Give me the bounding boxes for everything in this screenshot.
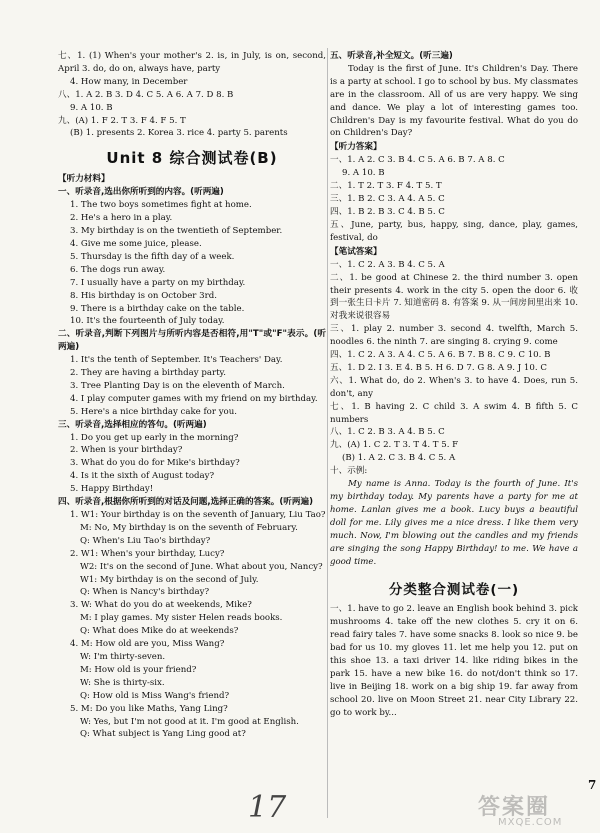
- cloze-passage: Today is the first of June. It's Children's Day. There is a party at school. I go to school by bus. My classmates are in the classroom. All of us are very happy. We sing and dance. We play a lot of interesting games too. Children's Day is my favourite festival. What do you do on Children's Day?: [330, 63, 578, 139]
- answer-line: 三、1. play 2. number 3. second 4. twelfth, March 5. noodles 6. the ninth 7. are singing 8. crying 9. come: [330, 324, 578, 348]
- dialogue-line: M: No, My birthday is on the seventh of February.: [80, 522, 298, 533]
- script-line: 2. He's a hero in a play.: [70, 213, 173, 224]
- script-line: 5. Thursday is the fifth day of a week.: [70, 251, 235, 262]
- dialogue-line: Q: What subject is Yang Ling good at?: [80, 729, 246, 740]
- section-heading: 四、听录音,根据你所听到的对话及问题,选择正确的答案。(听两遍): [58, 497, 314, 508]
- dialogue-line: W: I'm thirty-seven.: [80, 651, 166, 662]
- dialogue-line: Q: When is Nancy's birthday?: [80, 587, 210, 598]
- sample-essay: My name is Anna. Today is the fourth of June. It's my birthday today. My parents have a party for me at home. Lanlan gives me a book. Lucy buys a beautiful doll for me. Lily gives me a nice dress. I like them very much. Now, I'm blowing out the candles and my friends are singing the song Happy Birthday! to me. We have a good time.: [330, 479, 578, 567]
- watermark-logo-text: 答案圈: [478, 795, 551, 820]
- script-line: 3. My birthday is on the twentieth of September.: [70, 226, 283, 237]
- dialogue-line: Q: What does Mike do at weekends?: [80, 626, 239, 637]
- dialogue-line: 3. W: What do you do at weekends, Mike?: [70, 600, 252, 611]
- answer-line: 二、1. T 2. T 3. F 4. T 5. T: [330, 181, 442, 192]
- script-line: 5. Here's a nice birthday cake for you.: [70, 406, 237, 417]
- section-heading: 五、听录音,补全短文。(听三遍): [330, 51, 453, 61]
- section-heading: 二、听录音,判断下列图片与所听内容是否相符,用"T"或"F"表示。(听两遍): [58, 329, 326, 353]
- script-line: 10. It's the fourteenth of July today.: [70, 316, 225, 327]
- answer-line: 七、1. B having 2. C child 3. A swim 4. B fifth 5. C numbers: [330, 401, 578, 425]
- script-line: 1. It's the tenth of September. It's Teachers' Day.: [70, 355, 283, 366]
- watermark-url: MXQE.COM: [498, 817, 563, 828]
- answer-line: 一、1. have to go 2. leave an English book behind 3. pick mushrooms 4. take off the new clothes 5. cry it on 6. read fairy tales 7. have some snacks 8. look so nice 9. be bad for us 10. my gloves 11. let me help you 12. put on this shoe 13. a taxi driver 14. like riding bikes in the park 15. have a new bike 16. do not/don't think so 17. live in Beijing 18. work on a big ship 19. far away from school 20. live on Moon Street 21. near City Library 22. go to work by...: [330, 604, 578, 718]
- dialogue-line: W1: My birthday is on the second of July.: [80, 574, 259, 585]
- answer-line: (B) 1. presents 2. Korea 3. rice 4. party 5. parents: [70, 128, 288, 139]
- script-line: 4. Is it the sixth of August today?: [70, 471, 215, 482]
- dialogue-line: M: I play games. My sister Helen reads books.: [80, 613, 283, 624]
- listening-answers-tag: 【听力答案】: [330, 142, 382, 153]
- answer-line: 4. How many, in December: [70, 76, 188, 87]
- answer-line: 9. A 10. B: [70, 102, 113, 113]
- site-watermark: [478, 790, 596, 830]
- answer-line: 二、1. be good at Chinese 2. the third number 3. open their presents 4. work in the city 5. open the door 6. 收到一张生日卡片 7. 知道密码 8. 有答案 9. 从一间房间里出来 10. 对我来说很容易: [330, 272, 578, 322]
- script-line: 2. When is your birthday?: [70, 445, 183, 456]
- answer-line: 一、1. C 2. A 3. B 4. C 5. A: [330, 259, 445, 270]
- column-divider: [327, 48, 328, 818]
- answer-line: 六、1. What do, do 2. When's 3. to have 4. Does, run 5. don't, any: [330, 375, 578, 399]
- answer-line: 四、1. C 2. A 3. A 4. C 5. A 6. B 7. B 8. C 9. C 10. B: [330, 350, 551, 361]
- answer-line: 一、1. A 2. C 3. B 4. C 5. A 6. B 7. A 8. C: [330, 155, 505, 166]
- answer-line: 9. A 10. B: [342, 168, 385, 179]
- script-line: 1. Do you get up early in the morning?: [70, 432, 239, 443]
- script-line: 7. I usually have a party on my birthday.: [70, 277, 246, 288]
- section-heading: 一、听录音,选出你所听到的内容。(听两遍): [58, 187, 224, 198]
- dialogue-line: Q: When's Liu Tao's birthday?: [80, 535, 211, 546]
- answer-line: 五、June, party, bus, happy, sing, dance, play, games, festival, do: [330, 219, 578, 243]
- script-line: 4. I play computer games with my friend on my birthday.: [70, 393, 318, 404]
- script-line: 3. Tree Planting Day is on the eleventh of March.: [70, 380, 285, 391]
- dialogue-line: W: Yes, but I'm not good at it. I'm good at English.: [80, 716, 299, 727]
- script-line: 9. There is a birthday cake on the table.: [70, 303, 245, 314]
- script-line: 6. The dogs run away.: [70, 264, 166, 275]
- written-answers-tag: 【笔试答案】: [330, 246, 382, 257]
- script-line: 4. Give me some juice, please.: [70, 238, 202, 249]
- corner-page-number: 7: [588, 778, 597, 792]
- script-line: 8. His birthday is on October 3rd.: [70, 290, 217, 301]
- left-column: [58, 50, 326, 741]
- answer-line: 十、示例:: [330, 466, 368, 477]
- unit-title: Unit 8 综合测试卷(B): [106, 149, 278, 168]
- dialogue-line: 5. M: Do you like Maths, Yang Ling?: [70, 703, 228, 714]
- script-line: 2. They are having a birthday party.: [70, 368, 226, 379]
- script-line: 1. The two boys sometimes fight at home.: [70, 200, 252, 211]
- handwritten-page-number: 17: [248, 790, 287, 825]
- dialogue-line: 1. W1: Your birthday is on the seventh of January, Liu Tao?: [70, 510, 326, 520]
- right-column: [330, 50, 578, 720]
- dialogue-line: 2. W1: When's your birthday, Lucy?: [70, 548, 225, 559]
- listening-material-tag: 【听力材料】: [58, 174, 110, 185]
- dialogue-line: W: She is thirty-six.: [80, 677, 165, 688]
- answer-line: (B) 1. A 2. C 3. B 4. C 5. A: [342, 453, 456, 464]
- answer-line: 四、1. B 2. B 3. C 4. B 5. C: [330, 206, 445, 217]
- answer-line: 八、1. C 2. B 3. A 4. B 5. C: [330, 427, 445, 438]
- dialogue-line: 4. M: How old are you, Miss Wang?: [70, 639, 225, 650]
- section-title: 分类整合测试卷(一): [388, 582, 520, 599]
- script-line: 5. Happy Birthday!: [70, 484, 154, 495]
- section-heading: 三、听录音,选择相应的答句。(听两遍): [58, 419, 207, 430]
- answer-line: 九、(A) 1. F 2. T 3. F 4. F 5. T: [58, 115, 186, 126]
- answer-line: 五、1. D 2. I 3. E 4. B 5. H 6. D 7. G 8. A 9. J 10. C: [330, 362, 547, 373]
- answer-line: 八、1. A 2. B 3. D 4. C 5. A 6. A 7. D 8. B: [58, 89, 234, 100]
- answer-line: 三、1. B 2. C 3. A 4. A 5. C: [330, 194, 445, 205]
- dialogue-line: W2: It's on the second of June. What about you, Nancy?: [80, 561, 323, 572]
- dialogue-line: M: How old is your friend?: [80, 664, 197, 675]
- script-line: 3. What do you do for Mike's birthday?: [70, 458, 240, 469]
- answer-line: 九、(A) 1. C 2. T 3. T 4. T 5. F: [330, 440, 459, 451]
- answer-line: 七、1. (1) When's your mother's 2. is, in July, is on, second, April 3. do, do on, always have, party: [58, 51, 326, 74]
- dialogue-line: Q: How old is Miss Wang's friend?: [80, 690, 230, 701]
